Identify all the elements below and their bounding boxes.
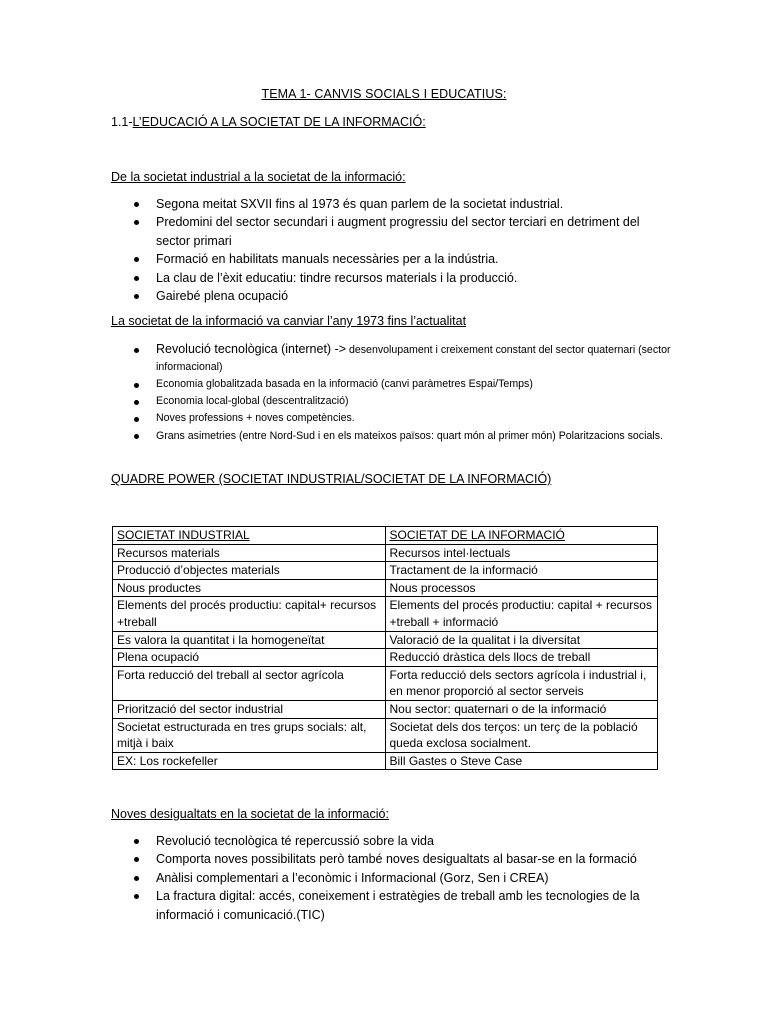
table-row xyxy=(113,562,658,580)
list-item: Grans asimetries (entre Nord-Sud i en els mateixos països: quart món al primer món) Polaritzacions socials. xyxy=(111,428,671,445)
list-item-lead: Revolució tecnològica (internet) -> xyxy=(156,342,347,356)
table-cell: Recursos materials xyxy=(113,544,386,562)
table-row xyxy=(113,752,658,770)
table-row xyxy=(113,631,658,649)
table-cell: Societat estructurada en tres grups socials: alt, mitjà i baix xyxy=(113,718,386,752)
block2-heading: La societat de la informació va canviar l’any 1973 fins l’actualitat xyxy=(111,314,467,328)
list-item: Anàlisi complementari a l’econòmic i Informacional (Gorz, Sen i CREA) xyxy=(111,869,663,887)
table-row xyxy=(113,649,658,667)
table-row xyxy=(113,579,658,597)
table-cell: Societat dels dos terços: un terç de la població queda exclosa socialment. xyxy=(385,718,658,752)
list-item: Economia globalitzada basada en la informació (canvi paràmetres Espai/Temps) xyxy=(111,376,671,393)
table-cell: Nous processos xyxy=(385,579,658,597)
table-row xyxy=(113,666,658,700)
table-cell: Reducció dràstica dels llocs de treball xyxy=(385,649,658,667)
list-item-rest: desenvolupament i creixement constant del sector quaternari (sector informacional) xyxy=(156,344,671,373)
table-cell: Es valora la quantitat i la homogeneïtat xyxy=(113,631,386,649)
document-title: TEMA 1- CANVIS SOCIALS I EDUCATIUS: xyxy=(261,87,507,101)
table-cell: Forta reducció dels sectors agrícola i industrial i, en menor proporció al sector serveis xyxy=(385,666,658,700)
table-row xyxy=(113,597,658,631)
table-cell: Priorització del sector industrial xyxy=(113,700,386,718)
section-title: L’EDUCACIÓ A LA SOCIETAT DE LA INFORMACIÓ: xyxy=(132,115,426,129)
table-header-cell: SOCIETAT INDUSTRIAL xyxy=(113,527,386,545)
table-cell: Tractament de la informació xyxy=(385,562,658,580)
table-row xyxy=(113,544,658,562)
block3-heading: Noves desigualtats en la societat de la informació: xyxy=(111,807,389,821)
table-header-cell: SOCIETAT DE LA INFORMACIÓ xyxy=(385,527,658,545)
list-item: La fractura digital: accés, coneixement i estratègies de treball amb les tecnologies de la informació i comunicació.(TIC) xyxy=(111,887,663,924)
table-row xyxy=(113,718,658,752)
list-item: Segona meitat SXVII fins al 1973 és quan parlem de la societat industrial. xyxy=(111,195,671,213)
table-row xyxy=(113,700,658,718)
table-cell: EX: Los rockefeller xyxy=(113,752,386,770)
comparison-table xyxy=(112,526,658,770)
table-cell: Bill Gastes o Steve Case xyxy=(385,752,658,770)
list-item: Economia local-global (descentralització) xyxy=(111,393,671,410)
block1-list xyxy=(111,195,671,305)
section-heading xyxy=(111,115,426,129)
list-item: Comporta noves possibilitats però també noves desigualtats al basar-se en la formació xyxy=(111,850,663,868)
list-item: Noves professions + noves competències. xyxy=(111,410,671,427)
list-item: Predomini del sector secundari i augment progressiu del sector terciari en detriment del sector primari xyxy=(111,213,671,250)
table-cell: Valoració de la qualitat i la diversitat xyxy=(385,631,658,649)
block1-heading: De la societat industrial a la societat de la informació: xyxy=(111,170,406,184)
table-header-row xyxy=(113,527,658,545)
list-item xyxy=(111,341,671,376)
table-cell: Nous productes xyxy=(113,579,386,597)
table-cell: Nou sector: quaternari o de la informació xyxy=(385,700,658,718)
block3-list xyxy=(111,832,663,924)
list-item: La clau de l’èxit educatiu: tindre recursos materials i la producció. xyxy=(111,269,671,287)
list-item: Gairebé plena ocupació xyxy=(111,287,671,305)
table-cell: Plena ocupació xyxy=(113,649,386,667)
block2-list xyxy=(111,341,671,445)
table-cell: Elements del procés productiu: capital+ recursos +treball xyxy=(113,597,386,631)
table-cell: Producció d’objectes materials xyxy=(113,562,386,580)
list-item: Revolució tecnològica té repercussió sobre la vida xyxy=(111,832,663,850)
section-number: 1.1- xyxy=(111,115,133,129)
table-heading: QUADRE POWER (SOCIETAT INDUSTRIAL/SOCIETAT DE LA INFORMACIÓ) xyxy=(111,472,552,486)
table-cell: Forta reducció del treball al sector agrícola xyxy=(113,666,386,700)
table-cell: Recursos intel·lectuals xyxy=(385,544,658,562)
table-cell: Elements del procés productiu: capital + recursos +treball + informació xyxy=(385,597,658,631)
list-item: Formació en habilitats manuals necessàries per a la indústria. xyxy=(111,250,671,268)
